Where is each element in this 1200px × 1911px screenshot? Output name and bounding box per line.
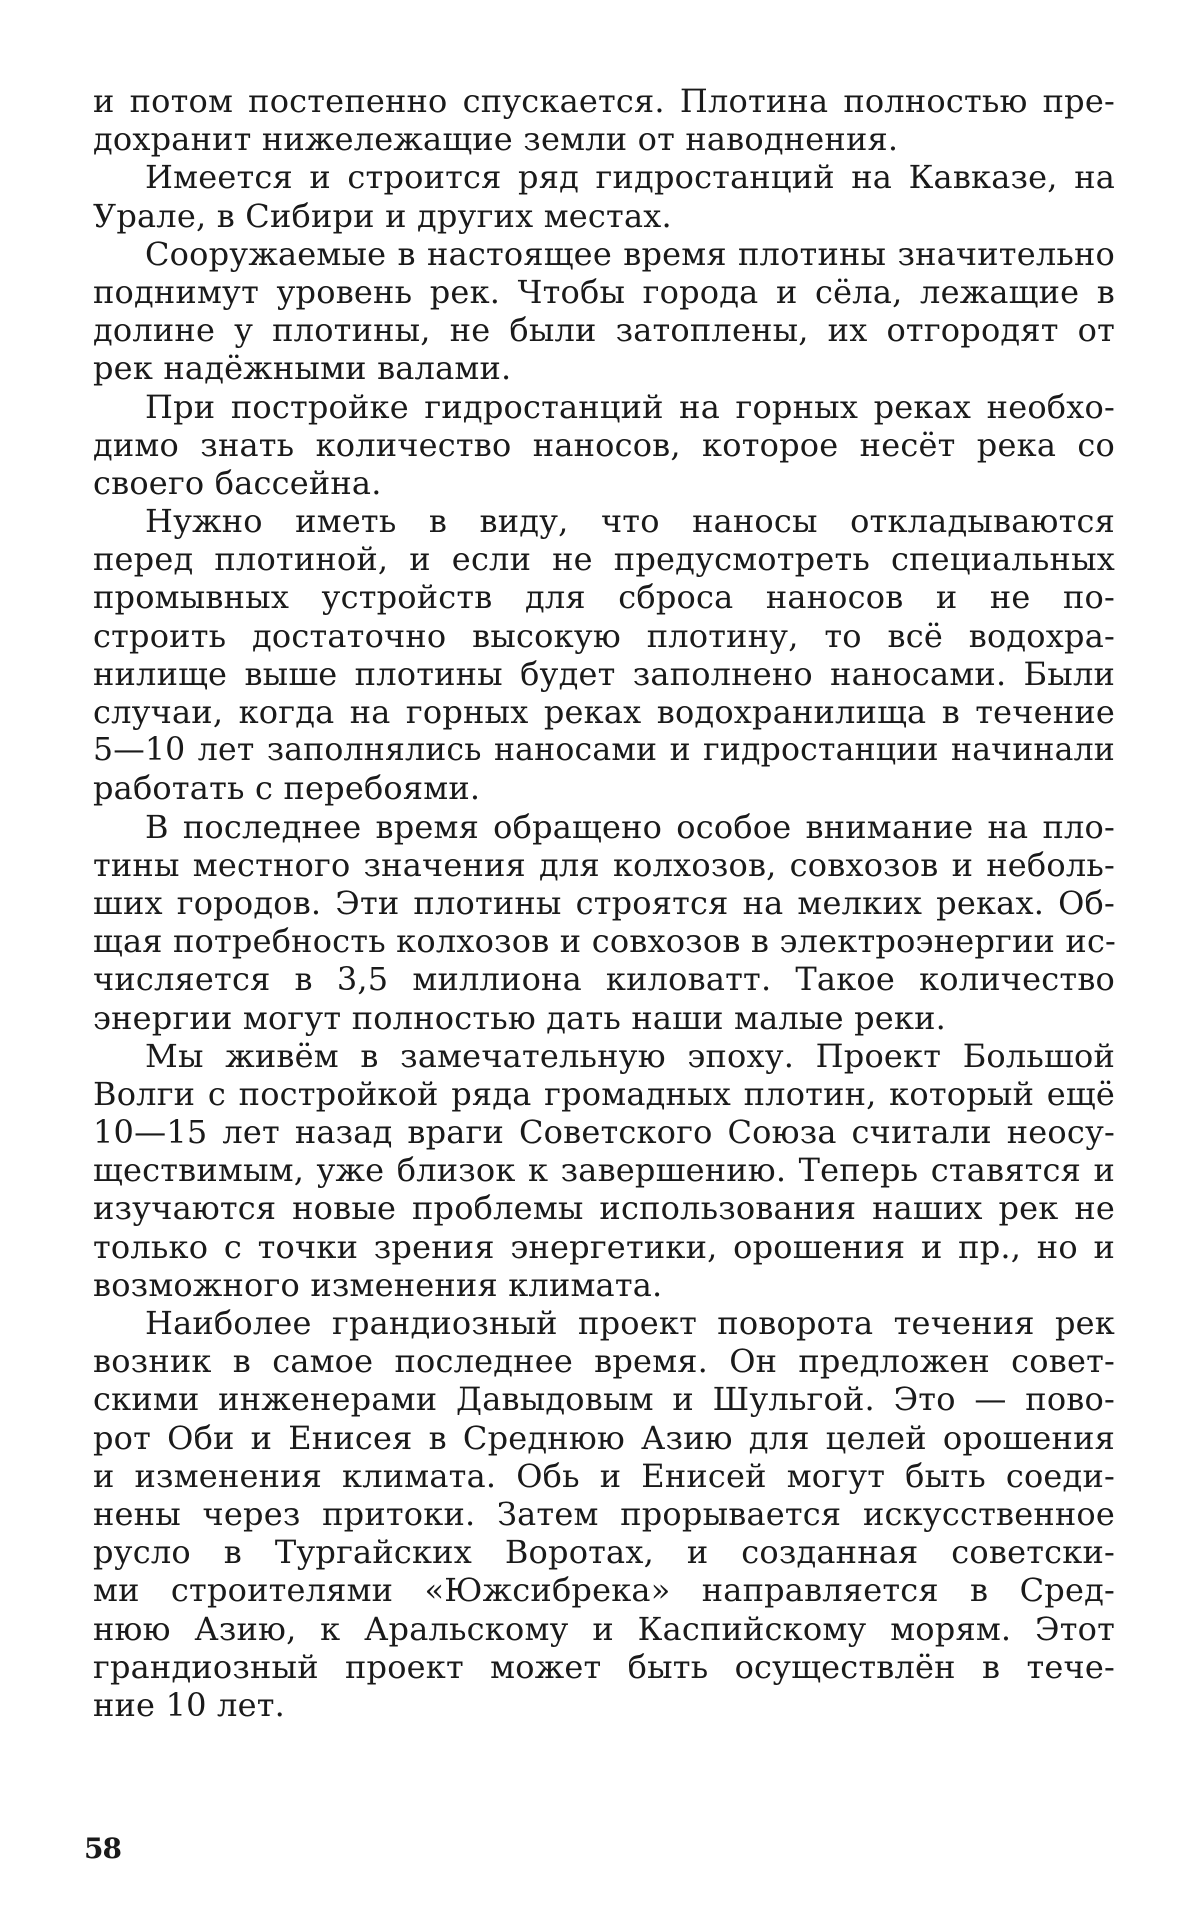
text-line: строить достаточно высокую плотину, то всё водохра-: [93, 616, 1115, 655]
text-line: При постройке гидростанций на горных реках необхо-: [145, 387, 1115, 426]
text-line: возник в самое последнее время. Он предложен совет-: [93, 1342, 1115, 1381]
text-line: нюю Азию, к Аральскому и Каспийскому морям. Этот: [93, 1609, 1115, 1648]
text-line: поднимут уровень рек. Чтобы города и сёла, лежащие в: [93, 272, 1115, 311]
text-line: долине у плотины, не были затоплены, их отгородят от: [93, 311, 1115, 350]
text-line: Нужно иметь в виду, что наносы откладываются: [145, 502, 1115, 541]
text-line: нилище выше плотины будет заполнено наносами. Были: [93, 654, 1115, 693]
body-text: [93, 82, 1115, 1724]
text-line: ми строителями «Южсибрека» направляется в Сред-: [93, 1571, 1115, 1610]
text-line: числяется в 3,5 миллиона киловатт. Такое количество: [93, 960, 1115, 999]
text-line: Волги с постройкой ряда громадных плотин, который ещё: [93, 1074, 1115, 1113]
text-line: своего бассейна.: [93, 463, 382, 502]
text-line: русло в Тургайских Воротах, и созданная советски-: [93, 1533, 1115, 1572]
paragraph: [93, 158, 1115, 234]
text-line: перед плотиной, и если не предусмотреть специальных: [93, 540, 1115, 579]
text-line: грандиозный проект может быть осуществлён в тече-: [93, 1647, 1115, 1686]
text-line: 10—15 лет назад враги Советского Союза считали неосу-: [93, 1113, 1115, 1152]
text-line: Сооружаемые в настоящее время плотины значительно: [145, 234, 1115, 273]
text-line: изучаются новые проблемы использования наших рек не: [93, 1189, 1115, 1228]
page-number: 58: [84, 1832, 121, 1865]
text-line: щая потребность колхозов и совхозов в электроэнергии ис-: [93, 922, 1117, 961]
paragraph: [93, 1304, 1115, 1724]
text-line: В последнее время обращено особое внимание на пло-: [145, 807, 1115, 846]
text-line: ших городов. Эти плотины строятся на мелких реках. Об-: [93, 883, 1115, 922]
text-line: нены через притоки. Затем прорывается искусственное: [93, 1494, 1115, 1533]
text-line: работать с перебоями.: [93, 769, 481, 808]
text-line: Наиболее грандиозный проект поворота течения рек: [145, 1304, 1115, 1342]
text-line: Урале, в Сибири и других местах.: [93, 196, 672, 235]
text-line: рек надёжными валами.: [93, 349, 512, 388]
text-line: рот Оби и Енисея в Среднюю Азию для целей орошения: [93, 1418, 1115, 1457]
text-line: Имеется и строится ряд гидростанций на Кавказе, на: [145, 158, 1115, 197]
text-line: случаи, когда на горных реках водохранилища в течение: [93, 693, 1115, 731]
text-line: только с точки зрения энергетики, орошения и пр., но и: [93, 1227, 1115, 1266]
text-line: тины местного значения для колхозов, совхозов и неболь-: [93, 845, 1115, 884]
text-line: 5—10 лет заполнялись наносами и гидростанции начинали: [93, 732, 1115, 769]
paragraph: [93, 808, 1115, 1037]
text-line: и потом постепенно спускается. Плотина полностью пре-: [93, 82, 1115, 120]
paragraph: [93, 235, 1115, 388]
text-line: ществимым, уже близок к завершению. Теперь ставятся и: [93, 1151, 1115, 1190]
paragraph: [93, 82, 1115, 158]
paragraph: [93, 502, 1115, 808]
text-line: скими инженерами Давыдовым и Шульгой. Это — пово-: [93, 1380, 1115, 1419]
text-line: возможного изменения климата.: [93, 1265, 663, 1304]
paragraph: [93, 1037, 1115, 1304]
text-line: энергии могут полностью дать наши малые реки.: [93, 998, 947, 1037]
text-line: димо знать количество наносов, которое несёт река со: [93, 425, 1115, 464]
text-line: и изменения климата. Обь и Енисей могут быть соеди-: [93, 1456, 1115, 1495]
text-line: Мы живём в замечательную эпоху. Проект Большой: [145, 1036, 1115, 1075]
text-line: дохранит нижележащие земли от наводнения.: [93, 120, 899, 159]
text-line: промывных устройств для сброса наносов и не по-: [93, 578, 1115, 617]
text-line: ние 10 лет.: [93, 1685, 285, 1724]
paragraph: [93, 388, 1115, 503]
